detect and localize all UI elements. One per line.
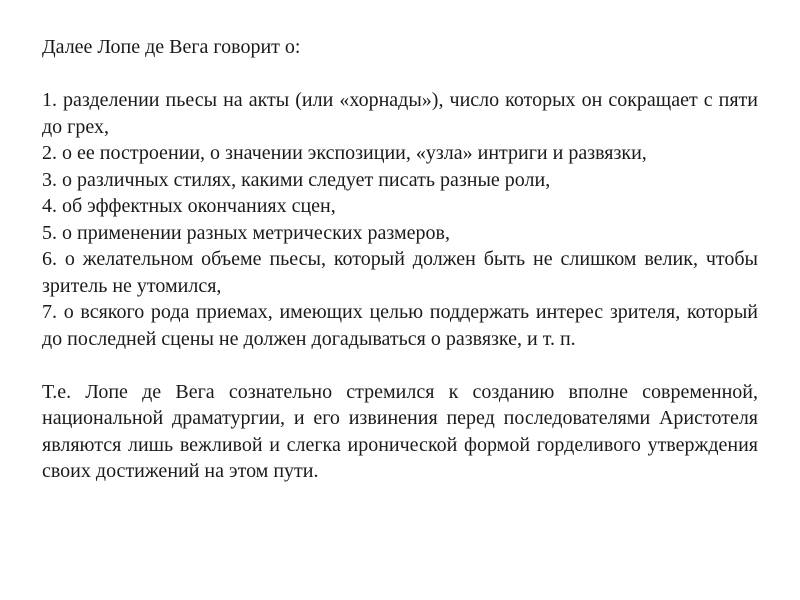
list-item: 6. о желательном объеме пьесы, который должен быть не слишком велик, чтобы зритель не утомился,: [42, 248, 758, 297]
list-item: 5. о применении разных метрических размеров,: [42, 221, 450, 244]
conclusion-paragraph: Т.е. Лопе де Вега сознательно стремился к созданию вполне современной, национальной драматургии, и его извинения перед последователями Аристотеля являются лишь вежливой и слегка иронической формой горделивого утверждения своих достижений на этом пути.: [42, 380, 758, 482]
list-item: 1. разделении пьесы на акты (или «хорнады»), число которых он сокращает с пяти до грех,: [42, 89, 758, 138]
list-item: 2. о ее построении, о значении экспозиции, «узла» интриги и развязки,: [42, 142, 647, 164]
list-item: 7. о всякого рода приемах, имеющих целью поддержать интерес зрителя, который до последней сцены не должен догадываться о развязке, и т. п.: [42, 301, 758, 350]
intro-paragraph: Далее Лопе де Вега говорит о:: [42, 36, 301, 58]
points-list: [42, 87, 758, 352]
list-item: 3. о различных стилях, какими следует писать разные роли,: [42, 168, 551, 191]
list-item: 4. об эффектных окончаниях сцен,: [42, 195, 336, 217]
slide-text-body: [42, 34, 758, 485]
